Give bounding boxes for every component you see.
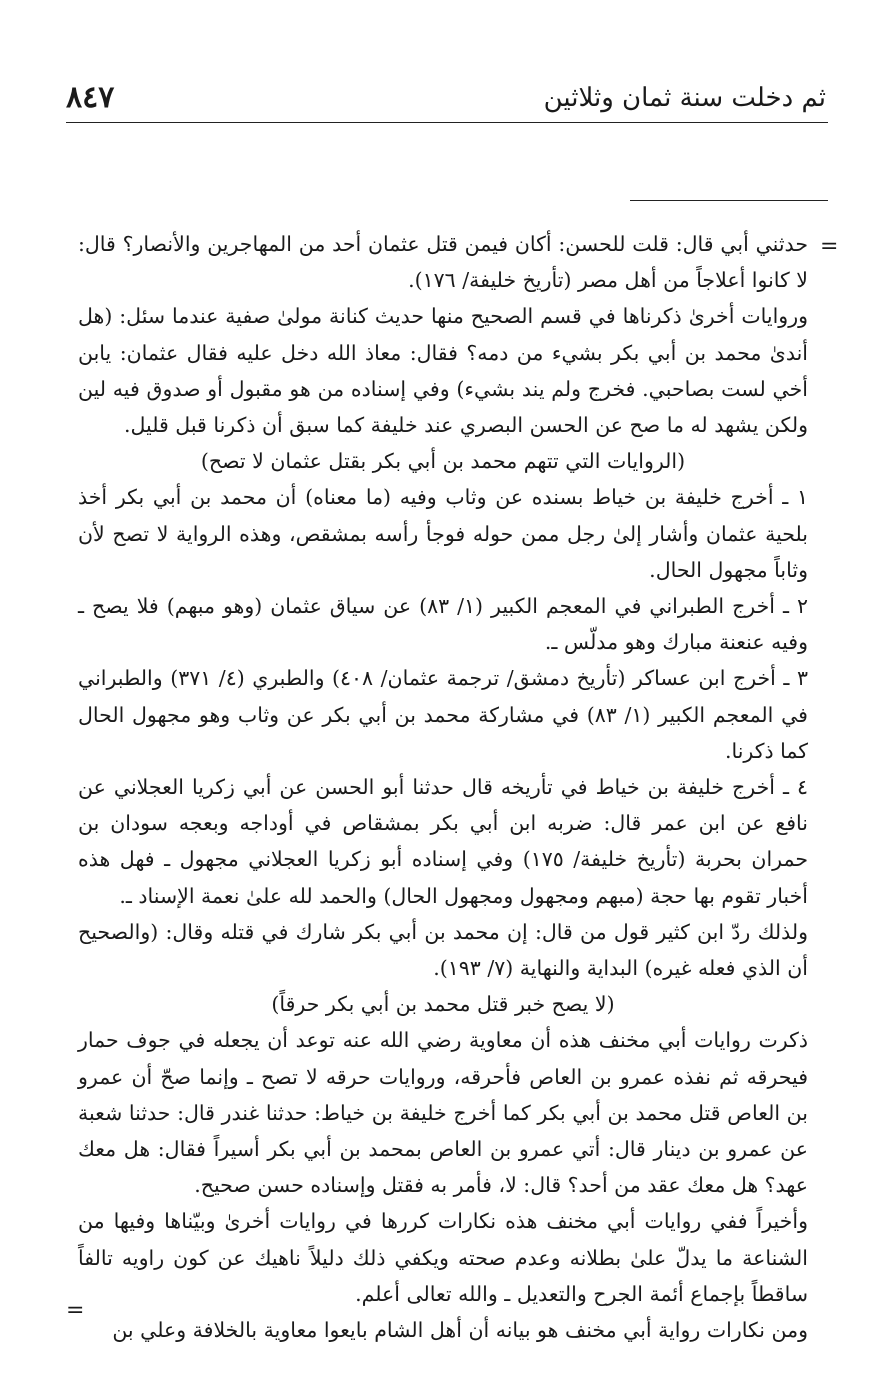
footnote-rule bbox=[630, 200, 828, 201]
paragraph-last: ومن نكارات رواية أبي مخنف هو بيانه أن أهل الشام بايعوا معاوية بالخلافة وعلي بن bbox=[112, 1318, 808, 1343]
paragraph-abu-mikhnaf: ذكرت روايات أبي مخنف هذه أن معاوية رضي الله عنه توعد أن يجعله في جوف حمار فيحرقه ثم نفذه عمرو بن العاص فأحرقه، وروايات حرقه لا تصح ـ وإنما صحّ أن عمرو بن العاص قتل محمد بن أبي بكر كما أخرج خليفة بن خياط: حدثنا غندر قال: حدثنا شعبة عن عمرو بن دينار قال: أتي عمرو بن العاص بمحمد بن أبي بكر أسيراً فقال: هل معك عهد؟ هل معك عقد من أحد؟ قال: لا، فأمر به فقتل وإسناده حسن صحيح. bbox=[78, 1028, 808, 1198]
paragraph-item-2: ٢ ـ أخرج الطبراني في المعجم الكبير (١/ ٨٣) عن سياق عثمان (وهو مبهم) فلا يصح ـ وفيه عنعنة مبارك وهو مدلّس ـ. bbox=[78, 594, 808, 655]
paragraph-1: حدثني أبي قال: قلت للحسن: أكان فيمن قتل عثمان أحد من المهاجرين والأنصار؟ قال: لا كانوا أعلاجاً من أهل مصر (تأريخ خليفة/ ١٧٦). bbox=[78, 232, 808, 293]
section-heading-1: (الروايات التي تتهم محمد بن أبي بكر بقتل عثمان لا تصح) bbox=[200, 449, 686, 474]
header-rule bbox=[66, 122, 828, 123]
paragraph-item-4: ٤ ـ أخرج خليفة بن خياط في تأريخه قال حدثنا أبو الحسن عن أبي زكريا العجلاني عن نافع عن ابن عمر قال: ضربه ابن أبي بكر بمشقاص في أوداجه وبعجه سودان بن حمران بحربة (تأريخ خليفة/ ١٧٥) وفي إسناده أبو زكريا العجلاني مجهول ـ فهل هذه أخبار تقوم بها حجة (مبهم ومجهول ومجهول الحال) والحمد لله علىٰ نعمة الإسناد ـ. bbox=[78, 775, 808, 908]
running-title: ثم دخلت سنة ثمان وثلاثين bbox=[543, 83, 826, 113]
continuation-mark-bottom: = bbox=[66, 1298, 85, 1323]
continuation-mark-top: = bbox=[820, 234, 839, 259]
page-header bbox=[66, 78, 826, 124]
paragraph-item-3: ٣ ـ أخرج ابن عساكر (تأريخ دمشق/ ترجمة عثمان/ ٤٠٨) والطبري (٤/ ٣٧١) والطبراني في المعجم الكبير (١/ ٨٣) في مشاركة محمد بن أبي بكر عن وثاب وهو مجهول الحال كما ذكرنا. bbox=[78, 666, 808, 763]
paragraph-2: وروايات أخرىٰ ذكرناها في قسم الصحيح منها حديث كنانة مولىٰ صفية عندما سئل: (هل أندىٰ محمد بن أبي بكر بشيء من دمه؟ فقال: معاذ الله دخل عليه فقال عثمان: يابن أخي لست بصاحبي. فخرج ولم يند بشيء) وفي إسناده من هو مقبول أو صدوق فيه لين ولكن يشهد له ما صح عن الحسن البصري عند خليفة كما سبق أن ذكرنا قبل قليل. bbox=[78, 304, 808, 438]
paragraph-conclusion: وأخيراً ففي روايات أبي مخنف هذه نكارات كررها في روايات أخرىٰ وبيّناها وفيها من الشناعة ما يدلّ علىٰ بطلانه وعدم صحته ويكفي ذلك دليلاً ناهيك عن كون راويه تالفاً ساقطاً بإجماع أئمة الجرح والتعديل ـ والله تعالى أعلم. bbox=[78, 1209, 808, 1306]
section-heading-2: (لا يصح خبر قتل محمد بن أبي بكر حرقاً) bbox=[271, 992, 615, 1017]
paragraph-ibn-kathir: ولذلك ردّ ابن كثير قول من قال: إن محمد بن أبي بكر شارك في قتله وقال: (والصحيح أن الذي فعله غيره) البداية والنهاية (٧/ ١٩٣). bbox=[78, 919, 808, 981]
paragraph-item-1: ١ ـ أخرج خليفة بن خياط بسنده عن وثاب وفيه (ما معناه) أن محمد بن أبي بكر أخذ بلحية عثمان وأشار إلىٰ رجل ممن حوله فوجأ رأسه بمشقص، وهذه الرواية لا تصح لأن وثاباً مجهول الحال. bbox=[78, 485, 808, 582]
footnote-body bbox=[78, 226, 808, 1348]
page-number: ٨٤٧ bbox=[66, 80, 115, 115]
